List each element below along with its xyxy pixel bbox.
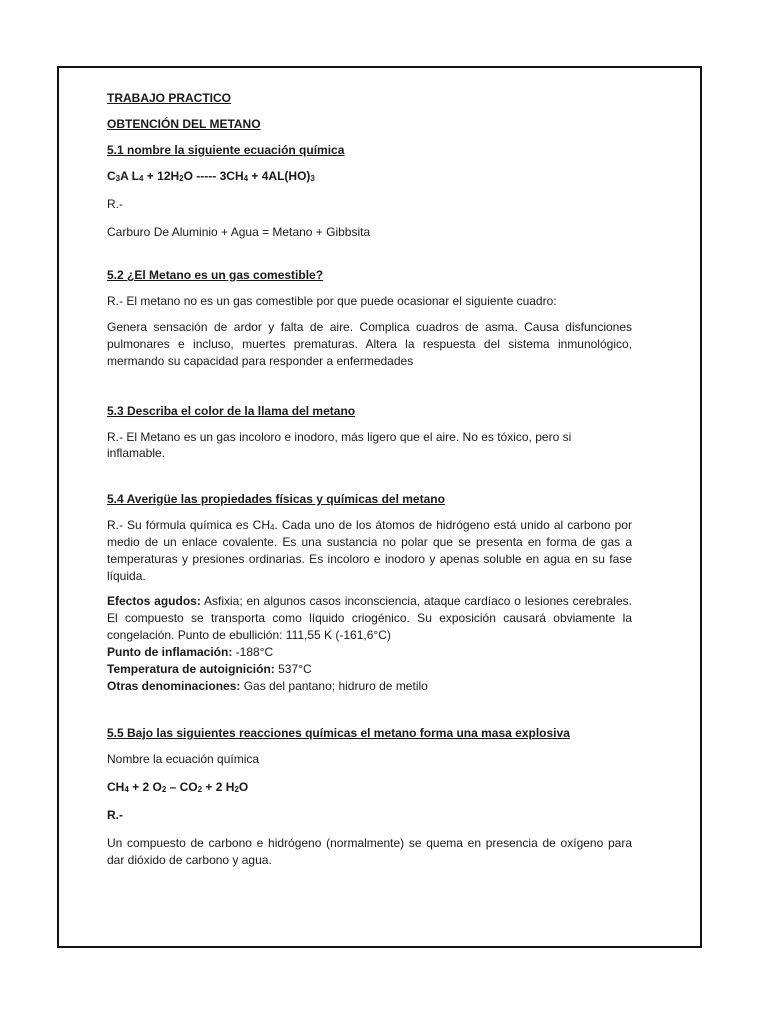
q5-answer-label: R.- (107, 808, 123, 822)
q2-heading: 5.2 ¿El Metano es un gas comestible? (107, 268, 324, 282)
q5-answer: Un compuesto de carbono e hidrógeno (normalmente) se quema en presencia de oxígeno para dar dióxido de carbono y agua. (107, 836, 632, 867)
q5-heading: 5.5 Bajo las siguientes reacciones químicas el metano forma una masa explosiva (107, 726, 570, 740)
q5-prompt: Nombre la ecuación química (107, 752, 260, 766)
document-title: TRABAJO PRACTICO (107, 91, 232, 105)
q1-equation: $C_3A$ $L_4 + 12H_2O$ ----- $3CH_4 + 4AL(HO)_3$ (107, 169, 315, 183)
q1-answer-label: R.- (107, 197, 123, 211)
q1-heading: 5.1 nombre la siguiente ecuación química (107, 143, 345, 157)
q1-answer: Carburo De Aluminio + Agua = Metano + Gibbsita (107, 225, 371, 239)
document-body (107, 90, 632, 869)
q2-answer: R.- El metano no es un gas comestible por que puede ocasionar el siguiente cuadro: (107, 294, 557, 308)
q4-flash-point: Punto de inflamación: -188°C (107, 645, 274, 659)
q2-detail: Genera sensación de ardor y falta de aire. Complica cuadros de asma. Causa disfunciones pulmonares e incluso, muertes prematuras. Altera la respuesta del sistema inmunológico, mermando su capacidad para responder a enfermedades (107, 320, 632, 368)
q4-effects: Efectos agudos: Asfixia; en algunos casos inconsciencia, ataque cardíaco o lesiones cerebrales. El compuesto se transporta como líquido criogénico. Su exposición causará obviamente la congelación. Punto de ebullición: 111,55 K (-161,6°C) (107, 594, 632, 642)
document-subtitle: OBTENCIÓN DEL METANO (107, 117, 261, 131)
q3-answer: R.- El Metano es un gas incoloro e inodoro, más ligero que el aire. No es tóxico, pero si inflamable. (107, 430, 572, 460)
q4-other-names: Otras denominaciones: Gas del pantano; hidruro de metilo (107, 679, 428, 693)
q4-autoignition: Temperatura de autoignición: 537°C (107, 662, 312, 676)
q5-equation: $CH_4 + 2$ $O_2 - CO_2 + 2$ $H_2O$ (107, 780, 249, 794)
q3-heading: 5.3 Describa el color de la llama del metano (107, 404, 356, 418)
q4-heading: 5.4 Averigüe las propiedades físicas y químicas del metano (107, 492, 445, 506)
q4-answer: R.- Su fórmula química es $CH_4$. Cada uno de los átomos de hidrógeno está unido al carbono por medio de un enlace covalente. Es una sustancia no polar que se presenta en forma de gas a temperaturas y presiones ordinarias. Es incoloro e inodoro y apenas soluble en agua en su fase líquida. (107, 518, 632, 583)
